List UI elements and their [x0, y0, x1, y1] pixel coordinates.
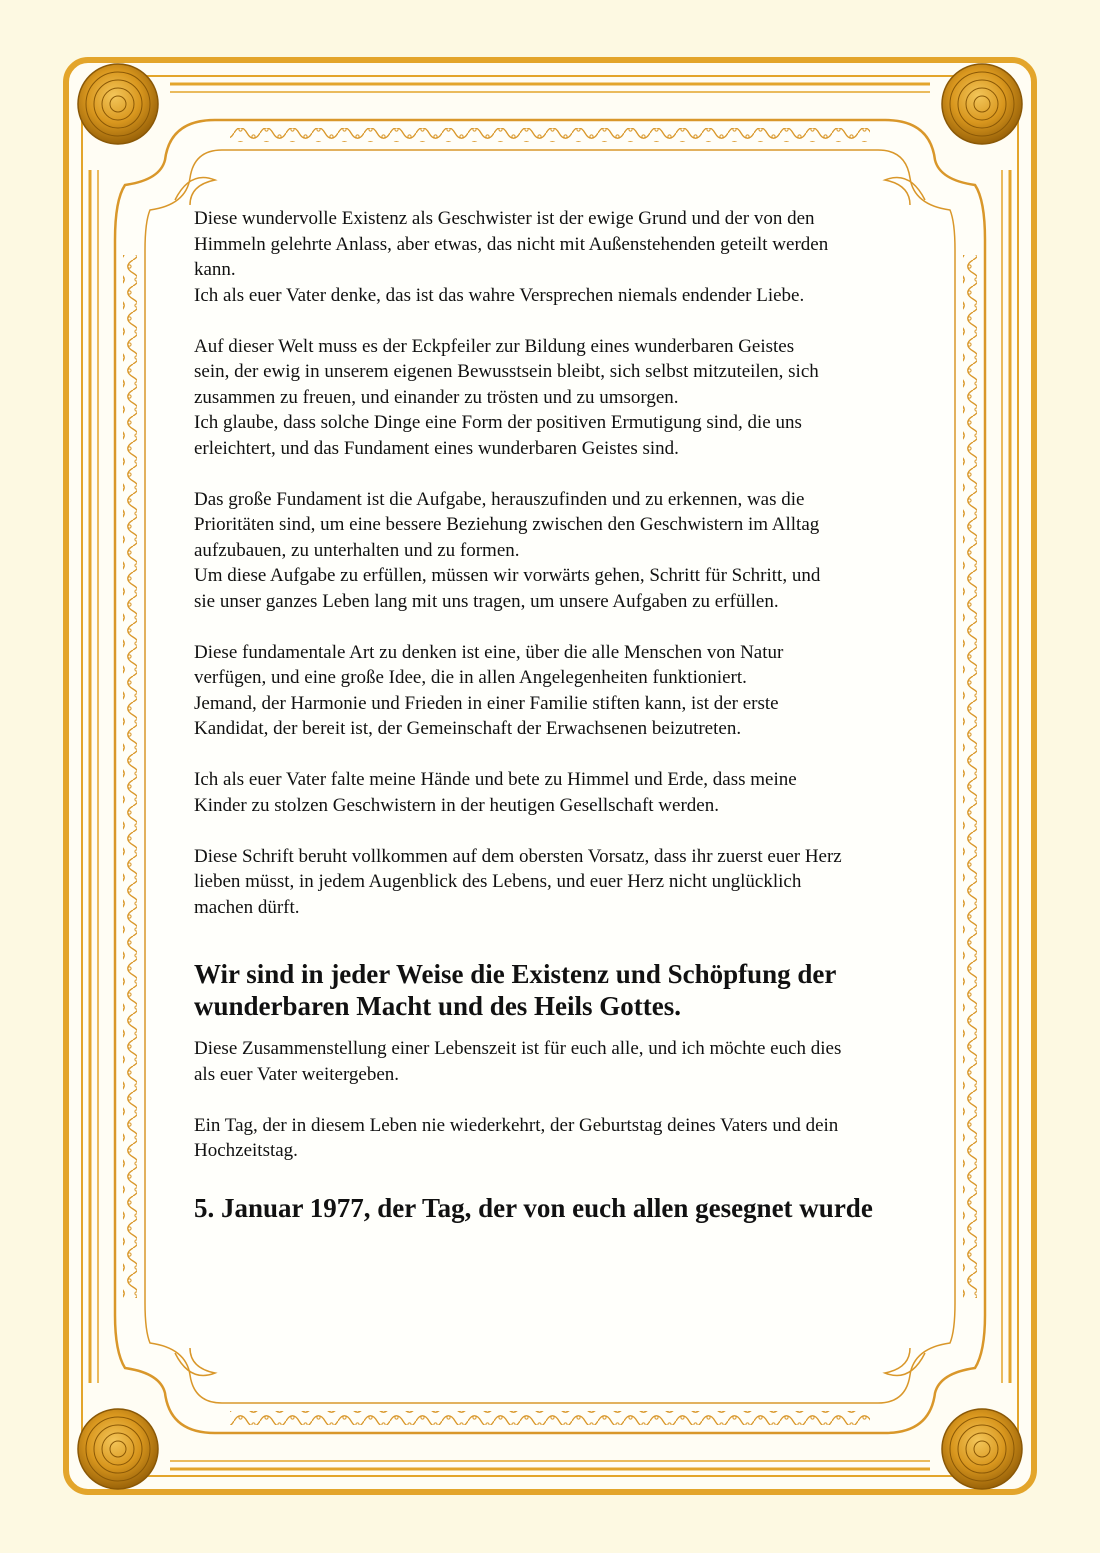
- text-line: lieben müsst, in jedem Augenblick des Lebens, und euer Herz nicht unglücklich: [194, 871, 802, 892]
- text-line: Himmeln gelehrte Anlass, aber etwas, das nicht mit Außenstehenden geteilt werden: [194, 233, 829, 255]
- letter-body: [194, 206, 914, 1224]
- text-line: machen dürft.: [194, 896, 300, 918]
- paragraph-6: [194, 844, 914, 921]
- date-heading: [194, 1192, 914, 1224]
- text-line: Auf dieser Welt muss es der Eckpfeiler zur Bildung eines wunderbaren Geistes: [194, 335, 795, 357]
- gold-concentric-disc-icon: [942, 1409, 1022, 1489]
- text-line: Ein Tag, der in diesem Leben nie wiederkehrt, der Geburtstag deines Vaters und dein: [194, 1114, 839, 1136]
- paragraph-3: [194, 487, 914, 615]
- text-line: Diese wundervolle Existenz als Geschwister ist der ewige Grund und der von den: [194, 208, 815, 229]
- gold-concentric-disc-icon: [78, 1409, 158, 1489]
- text-line: kann.: [194, 259, 236, 280]
- paragraph-5: [194, 767, 914, 818]
- text-line: Diese fundamentale Art zu denken ist eine, über die alle Menschen von Natur: [194, 641, 784, 663]
- closing-paragraph-1: [194, 1036, 914, 1087]
- paragraph-1: [194, 206, 914, 308]
- text-line: als euer Vater weitergeben.: [194, 1063, 400, 1085]
- text-line: Kinder zu stolzen Geschwistern in der heutigen Gesellschaft werden.: [194, 794, 719, 816]
- text-line: Ich glaube, dass solche Dinge eine Form der positiven Ermutigung sind, die uns: [194, 412, 802, 433]
- text-line: zusammen zu freuen, und einander zu trösten und zu umsorgen.: [194, 386, 679, 408]
- paragraph-2: [194, 334, 914, 462]
- heading-line: wunderbaren Macht und des Heils Gottes.: [194, 991, 682, 1021]
- text-line: Ich als euer Vater denke, das ist das wahre Versprechen niemals endender Liebe.: [194, 284, 805, 306]
- text-line: Kandidat, der bereit ist, der Gemeinschaft der Erwachsenen beizutreten.: [194, 718, 742, 739]
- central-heading: [194, 958, 914, 1022]
- text-line: Jemand, der Harmonie und Frieden in einer Familie stiften kann, ist der erste: [194, 692, 779, 714]
- text-line: Diese Schrift beruht vollkommen auf dem obersten Vorsatz, dass ihr zuerst euer Herz: [194, 845, 842, 867]
- text-line: aufzubauen, zu unterhalten und zu formen.: [194, 539, 520, 561]
- text-line: Um diese Aufgabe zu erfüllen, müssen wir vorwärts gehen, Schritt für Schritt, und: [194, 565, 821, 586]
- paragraph-4: [194, 640, 914, 742]
- text-line: Das große Fundament ist die Aufgabe, herauszufinden und zu erkennen, was die: [194, 488, 805, 510]
- gold-concentric-disc-icon: [78, 64, 158, 144]
- heading-line: 5. Januar 1977, der Tag, der von euch allen gesegnet wurde: [194, 1192, 873, 1223]
- text-line: Hochzeitstag.: [194, 1140, 298, 1161]
- text-line: Ich als euer Vater falte meine Hände und bete zu Himmel und Erde, dass meine: [194, 769, 797, 790]
- gold-concentric-disc-icon: [942, 64, 1022, 144]
- text-line: sein, der ewig in unserem eigenen Bewusstsein bleibt, sich selbst mitzuteilen, sich: [194, 361, 819, 382]
- text-line: erleichtert, und das Fundament eines wunderbaren Geistes sind.: [194, 437, 679, 459]
- text-line: sie unser ganzes Leben lang mit uns tragen, um unsere Aufgaben zu erfüllen.: [194, 590, 779, 612]
- text-line: Diese Zusammenstellung einer Lebenszeit ist für euch alle, und ich möchte euch dies: [194, 1038, 842, 1059]
- text-line: Prioritäten sind, um eine bessere Beziehung zwischen den Geschwistern im Alltag: [194, 514, 820, 535]
- closing-paragraph-2: [194, 1113, 914, 1164]
- text-line: verfügen, und eine große Idee, die in allen Angelegenheiten funktioniert.: [194, 667, 747, 688]
- heading-line: Wir sind in jeder Weise die Existenz und Schöpfung der: [194, 959, 837, 989]
